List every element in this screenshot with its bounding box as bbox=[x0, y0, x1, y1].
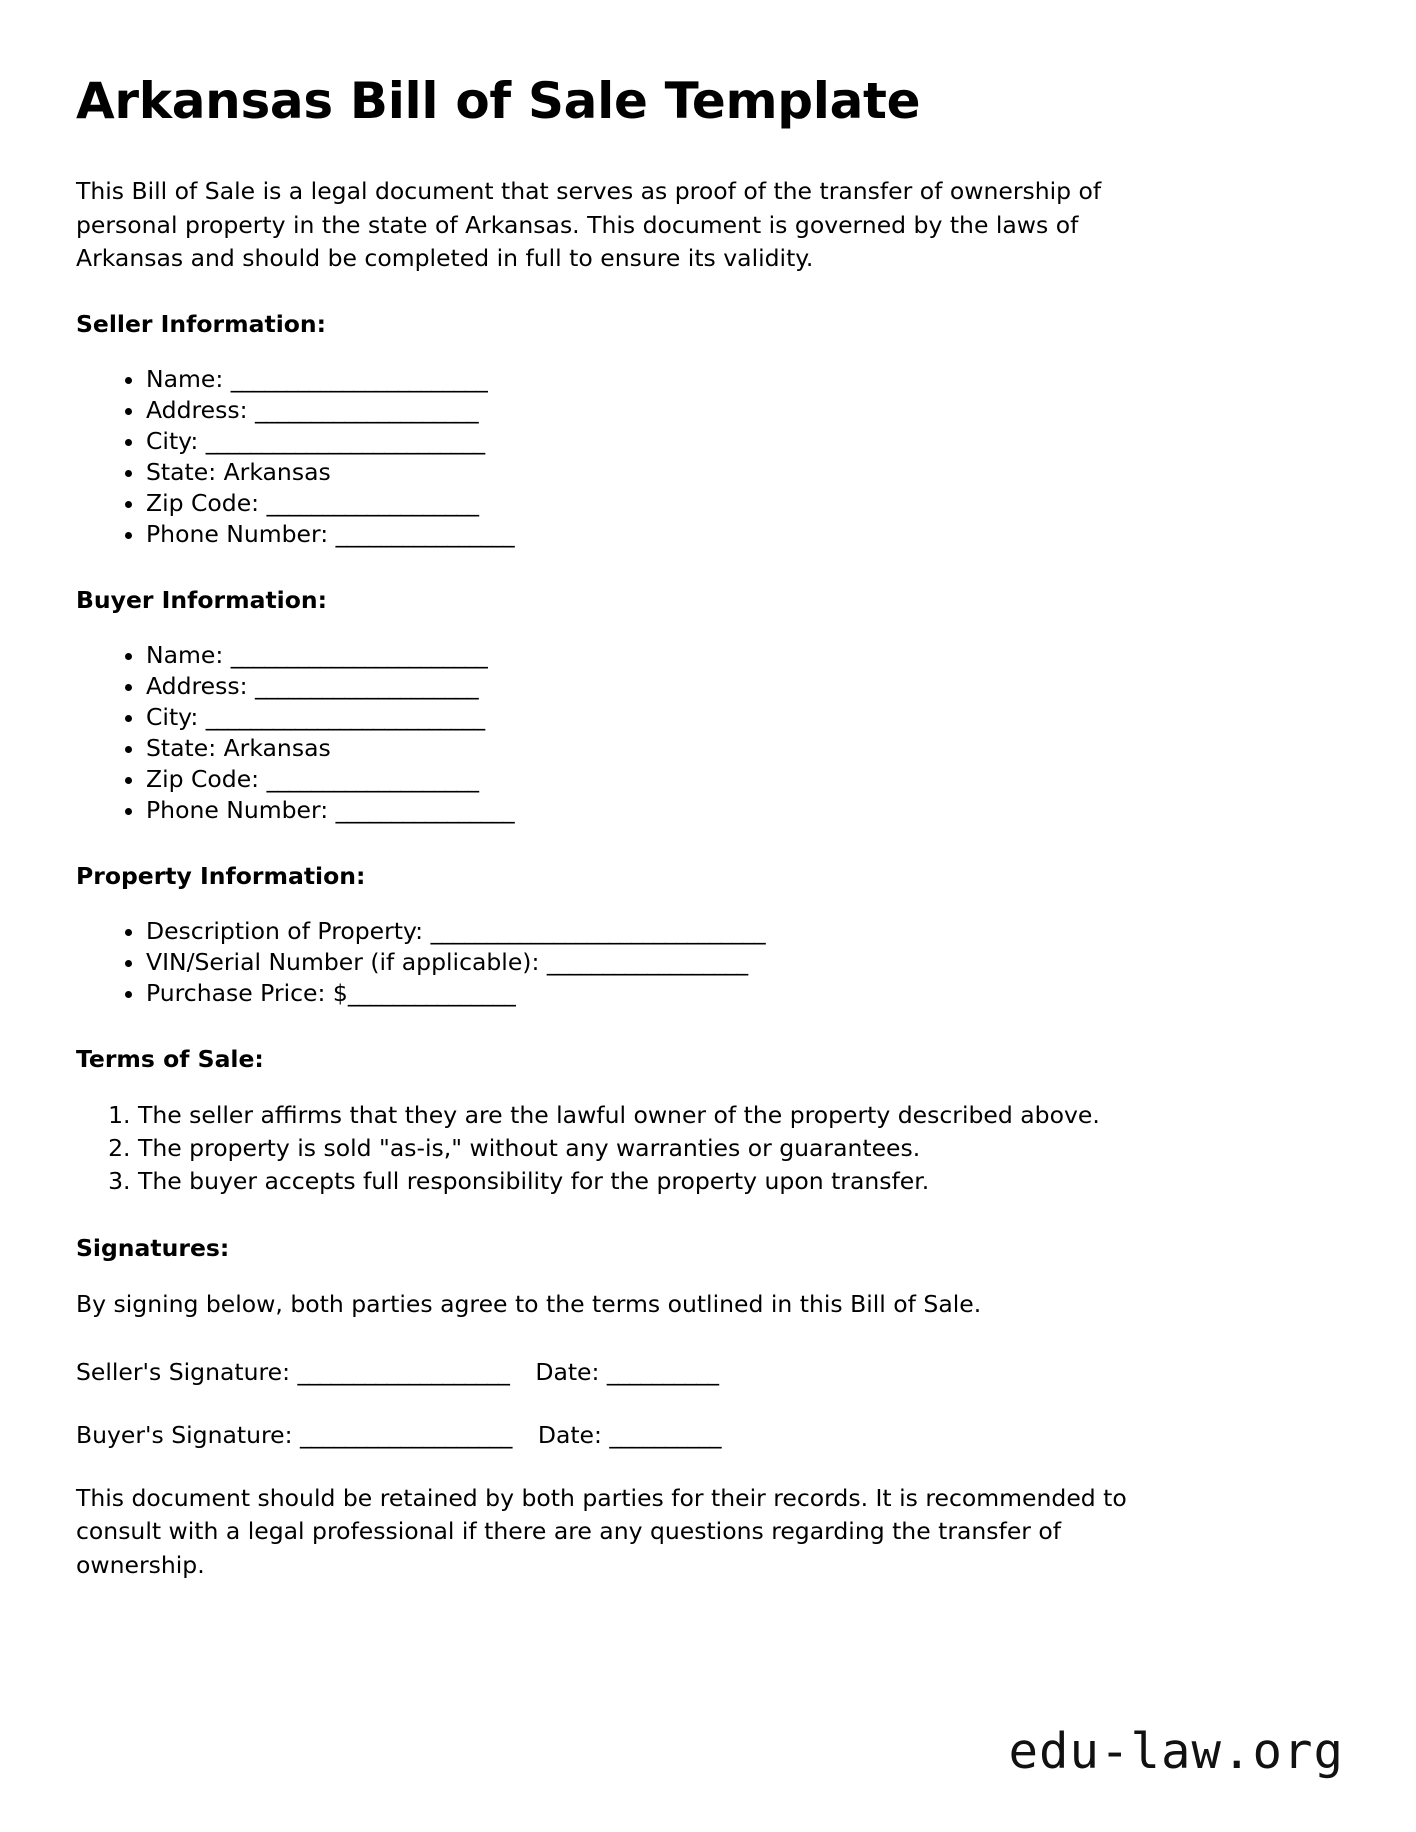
field-label: Purchase Price: $ bbox=[146, 979, 348, 1008]
field-blank[interactable]: ____________________ bbox=[254, 395, 478, 424]
list-item bbox=[146, 426, 1344, 457]
list-item bbox=[146, 519, 1344, 550]
property-information-heading: Property Information: bbox=[76, 861, 366, 890]
document-content bbox=[76, 74, 1344, 1616]
field-label: City: bbox=[146, 426, 206, 455]
field-blank[interactable]: __________________ bbox=[546, 948, 748, 977]
seller-date-blank[interactable]: __________ bbox=[606, 1357, 719, 1386]
field-label: Name: bbox=[146, 640, 231, 669]
terms-list bbox=[76, 1099, 1344, 1198]
field-blank[interactable]: _________________________ bbox=[205, 426, 485, 455]
list-item bbox=[146, 457, 1344, 488]
field-blank[interactable]: ____________________ bbox=[254, 671, 478, 700]
list-item bbox=[146, 488, 1344, 519]
field-label: Address: bbox=[146, 671, 255, 700]
signatures-intro: By signing below, both parties agree to the terms outlined in this Bill of Sale. bbox=[76, 1290, 982, 1319]
list-item bbox=[146, 978, 1344, 1009]
list-item bbox=[146, 702, 1344, 733]
list-item bbox=[146, 364, 1344, 395]
closing-paragraph: This document should be retained by both parties for their records. It is recommended to consult with a legal professional if there are any questions regarding the transfer of ownership. bbox=[76, 1483, 1127, 1579]
field-label: State: Arkansas bbox=[146, 457, 331, 486]
list-item bbox=[146, 764, 1344, 795]
field-blank[interactable]: ___________________ bbox=[266, 488, 479, 517]
field-label: Name: bbox=[146, 364, 231, 393]
field-blank[interactable]: ________________ bbox=[335, 519, 515, 548]
buyer-field-list bbox=[76, 640, 1344, 826]
buyer-date-blank[interactable]: __________ bbox=[609, 1420, 721, 1449]
list-item bbox=[146, 947, 1344, 978]
page-title: Arkansas Bill of Sale Template bbox=[76, 72, 921, 130]
list-item: 2. The property is sold "as-is," without any warranties or guarantees. bbox=[138, 1132, 1344, 1165]
field-label: VIN/Serial Number (if applicable): bbox=[146, 948, 547, 977]
field-label: State: Arkansas bbox=[146, 733, 331, 762]
field-blank[interactable]: _______________________ bbox=[230, 364, 488, 393]
list-item bbox=[146, 395, 1344, 426]
seller-signature-label: Seller's Signature: bbox=[76, 1357, 298, 1386]
seller-date-label: Date: bbox=[535, 1357, 607, 1386]
field-label: Phone Number: bbox=[146, 519, 336, 548]
seller-signature-blank[interactable]: ___________________ bbox=[297, 1357, 510, 1386]
seller-information-heading: Seller Information: bbox=[76, 309, 327, 338]
buyer-signature-row bbox=[76, 1419, 1344, 1452]
seller-field-list bbox=[76, 364, 1344, 550]
field-label: Address: bbox=[146, 395, 255, 424]
field-label: Zip Code: bbox=[146, 764, 267, 793]
terms-of-sale-heading: Terms of Sale: bbox=[76, 1045, 264, 1074]
field-label: Zip Code: bbox=[146, 488, 267, 517]
property-field-list bbox=[76, 916, 1344, 1009]
signatures-heading: Signatures: bbox=[76, 1234, 230, 1263]
field-blank[interactable]: ______________________________ bbox=[430, 917, 766, 946]
list-item bbox=[146, 795, 1344, 826]
list-item bbox=[146, 916, 1344, 947]
buyer-signature-blank[interactable]: ___________________ bbox=[299, 1420, 512, 1449]
field-label: Phone Number: bbox=[146, 795, 336, 824]
list-item: 3. The buyer accepts full responsibility for the property upon transfer. bbox=[138, 1165, 1344, 1198]
site-watermark: edu-law.org bbox=[1008, 1723, 1344, 1780]
list-item bbox=[146, 671, 1344, 702]
buyer-date-label: Date: bbox=[537, 1420, 610, 1449]
field-blank[interactable]: _______________________ bbox=[230, 640, 488, 669]
field-label: Description of Property: bbox=[146, 917, 431, 946]
intro-paragraph: This Bill of Sale is a legal document that serves as proof of the transfer of ownership of personal property in the state of Arkansas. This document is governed by the laws of Arkansas and should be completed in full to ensure its validity. bbox=[76, 177, 1102, 272]
list-item bbox=[146, 640, 1344, 671]
buyer-information-heading: Buyer Information: bbox=[76, 585, 328, 614]
buyer-signature-label: Buyer's Signature: bbox=[76, 1420, 300, 1449]
seller-signature-row bbox=[76, 1356, 1344, 1389]
field-label: City: bbox=[146, 702, 206, 731]
field-blank[interactable]: ________________ bbox=[335, 795, 515, 824]
field-blank[interactable]: _________________________ bbox=[205, 702, 485, 731]
list-item bbox=[146, 733, 1344, 764]
field-blank[interactable]: _______________ bbox=[347, 979, 516, 1008]
field-blank[interactable]: ___________________ bbox=[266, 764, 479, 793]
list-item: 1. The seller affirms that they are the lawful owner of the property described above. bbox=[138, 1099, 1344, 1132]
